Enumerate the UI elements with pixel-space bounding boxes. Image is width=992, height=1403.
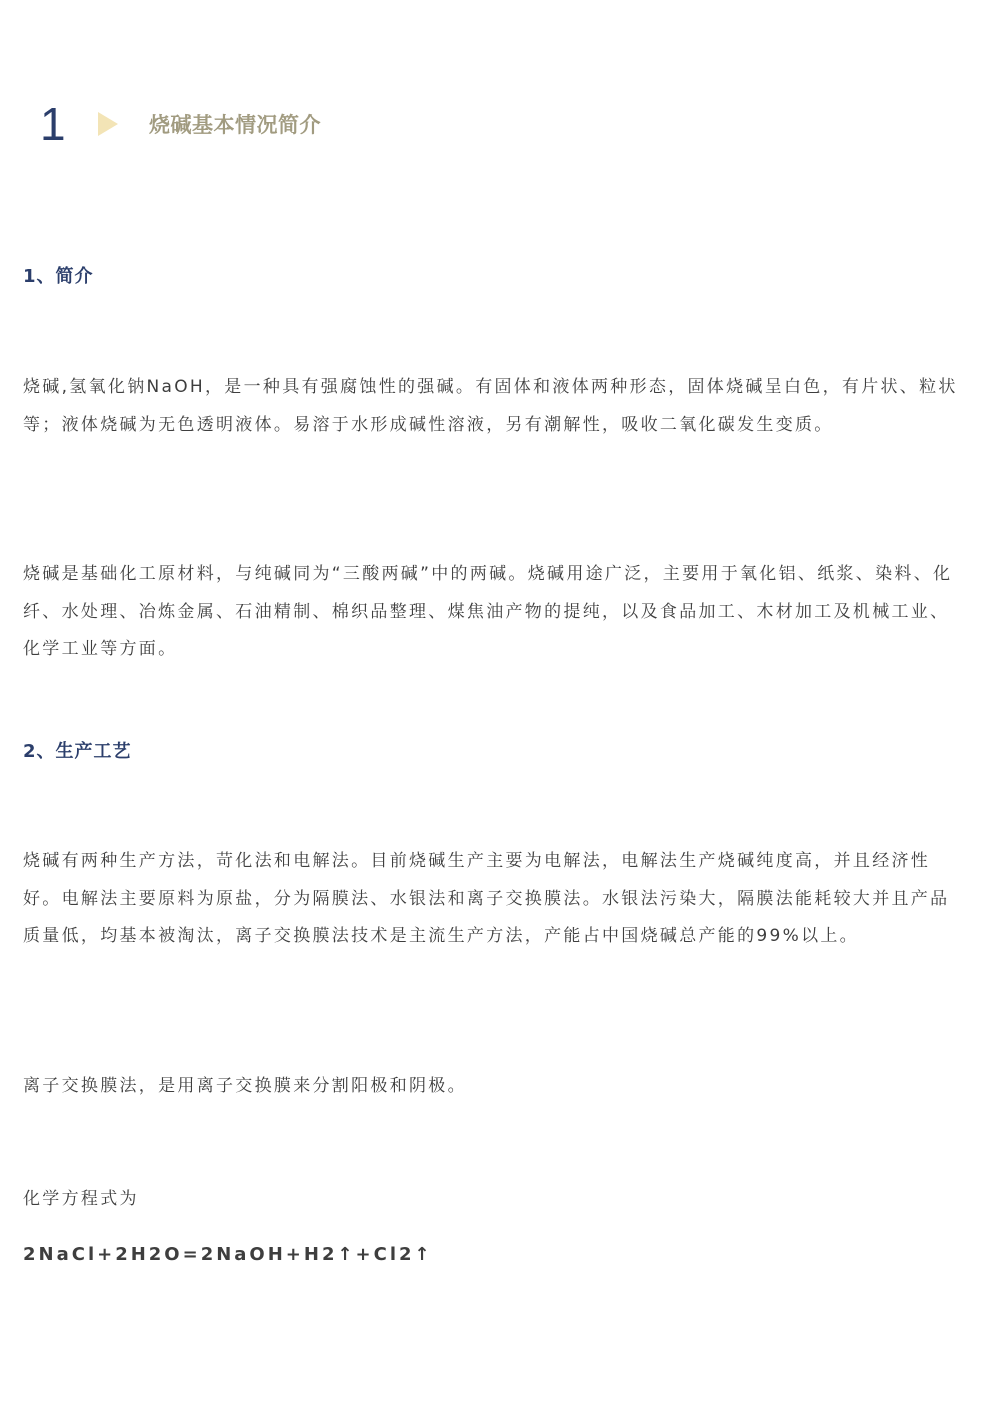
chapter-number: 1: [40, 98, 66, 150]
section-heading-intro: 1、简介: [23, 266, 94, 287]
chemical-equation: 2NaCl+2H2O=2NaOH+H2↑+Cl2↑: [23, 1244, 433, 1265]
triangle-arrow-icon: [98, 112, 118, 136]
paragraph-naoh-uses: 烧碱是基础化工原材料，与纯碱同为“三酸两碱”中的两碱。烧碱用途广泛，主要用于氧化铝、纸浆、染料、化纤、水处理、冶炼金属、石油精制、棉织品整理、煤焦油产物的提纯，以及食品加工、木材加工及机械工业、化学工业等方面。: [23, 564, 953, 659]
paragraph-equation-intro: 化学方程式为: [23, 1189, 139, 1209]
paragraph-naoh-definition: 烧碱,氢氧化钠NaOH，是一种具有强腐蚀性的强碱。有固体和液体两种形态，固体烧碱呈白色，有片状、粒状等；液体烧碱为无色透明液体。易溶于水形成碱性溶液，另有潮解性，吸收二氧化碳发生变质。: [23, 377, 958, 435]
section-heading-production: 2、生产工艺: [23, 741, 132, 762]
paragraph-production-methods: 烧碱有两种生产方法，苛化法和电解法。目前烧碱生产主要为电解法，电解法生产烧碱纯度高，并且经济性好。电解法主要原料为原盐，分为隔膜法、水银法和离子交换膜法。水银法污染大，隔膜法能耗较大并且产品质量低，均基本被淘汰，离子交换膜法技术是主流生产方法，产能占中国烧碱总产能的99%以上。: [23, 851, 950, 946]
chapter-header: [40, 96, 321, 152]
chapter-title: 烧碱基本情况简介: [149, 113, 321, 137]
paragraph-ion-membrane: 离子交换膜法，是用离子交换膜来分割阳极和阴极。: [23, 1076, 467, 1096]
